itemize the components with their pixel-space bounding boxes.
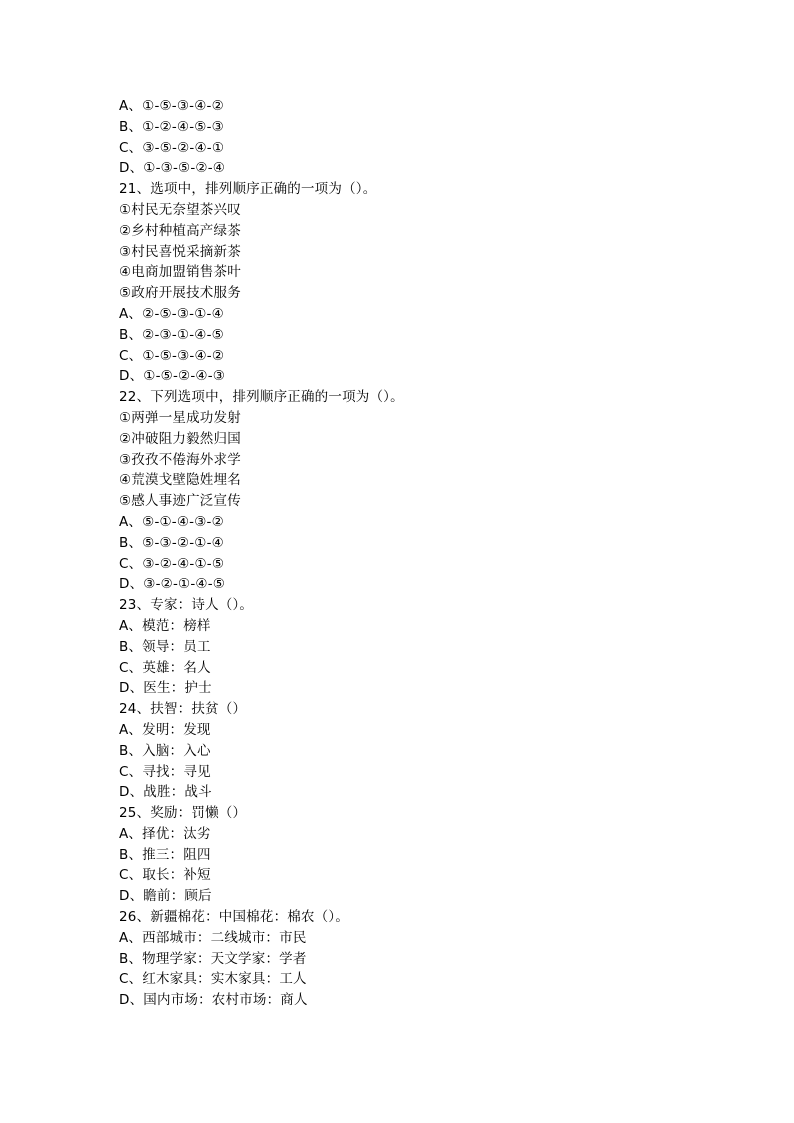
option-line: A、①-⑤-③-④-② (119, 98, 224, 114)
item-line: ③村民喜悦采摘新茶 (119, 243, 241, 260)
option-line: C、③-②-④-①-⑤ (119, 555, 225, 572)
option-line: A、模范：榜样 (119, 617, 211, 634)
option-line: A、西部城市：二线城市：市民 (119, 929, 307, 946)
item-line: ①两弹一星成功发射 (119, 409, 241, 426)
option-line: D、①-⑤-②-④-③ (119, 368, 226, 385)
item-line: ④荒漠戈壁隐姓埋名 (119, 472, 241, 489)
option-line: D、①-③-⑤-②-④ (119, 160, 226, 177)
option-line: B、物理学家：天文学家：学者 (119, 950, 307, 967)
option-line: B、入脑：入心 (119, 742, 211, 759)
option-line: C、红木家具：实木家具：工人 (119, 971, 307, 988)
option-line: D、瞻前：顾后 (119, 888, 212, 905)
option-line: A、⑤-①-④-③-② (119, 513, 224, 530)
option-line: D、③-②-①-④-⑤ (119, 576, 226, 593)
option-line: B、领导：员工 (119, 638, 211, 655)
option-line: B、①-②-④-⑤-③ (119, 118, 224, 135)
item-line: ②乡村种植高产绿茶 (119, 222, 241, 239)
option-line: D、战胜：战斗 (119, 784, 212, 801)
option-line: C、英雄：名人 (119, 659, 211, 676)
option-line: A、择优：汰劣 (119, 825, 211, 842)
option-line: C、取长：补短 (119, 867, 211, 884)
option-line: A、②-⑤-③-①-④ (119, 305, 224, 322)
question-21-stem: 21、选项中，排列顺序正确的一项为（）。 (119, 181, 377, 198)
option-line: A、发明：发现 (119, 721, 211, 738)
item-line: ③孜孜不倦海外求学 (119, 451, 241, 468)
option-line: B、推三：阻四 (119, 846, 211, 863)
document-page (119, 96, 759, 1011)
option-line: D、医生：护士 (119, 680, 212, 697)
question-26-stem: 26、新疆棉花：中国棉花：棉农（）。 (119, 909, 350, 926)
item-line: ①村民无奈望茶兴叹 (119, 201, 241, 218)
option-line: C、寻找：寻见 (119, 763, 211, 780)
question-23-stem: 23、专家：诗人（）。 (119, 597, 254, 614)
item-line: ②冲破阻力毅然归国 (119, 430, 241, 447)
question-25-stem: 25、奖励：罚懒（） (119, 805, 247, 822)
option-line: B、⑤-③-②-①-④ (119, 534, 224, 551)
item-line: ⑤感人事迹广泛宣传 (119, 493, 241, 510)
option-line: C、①-⑤-③-④-② (119, 347, 225, 364)
item-line: ⑤政府开展技术服务 (119, 285, 241, 302)
option-line: B、②-③-①-④-⑤ (119, 326, 224, 343)
question-24-stem: 24、扶智：扶贫（） (119, 701, 247, 718)
item-line: ④电商加盟销售茶叶 (119, 264, 241, 281)
option-line: D、国内市场：农村市场：商人 (119, 992, 308, 1009)
question-22-stem: 22、下列选项中，排列顺序正确的一项为（）。 (119, 389, 404, 406)
option-line: C、③-⑤-②-④-① (119, 139, 225, 156)
